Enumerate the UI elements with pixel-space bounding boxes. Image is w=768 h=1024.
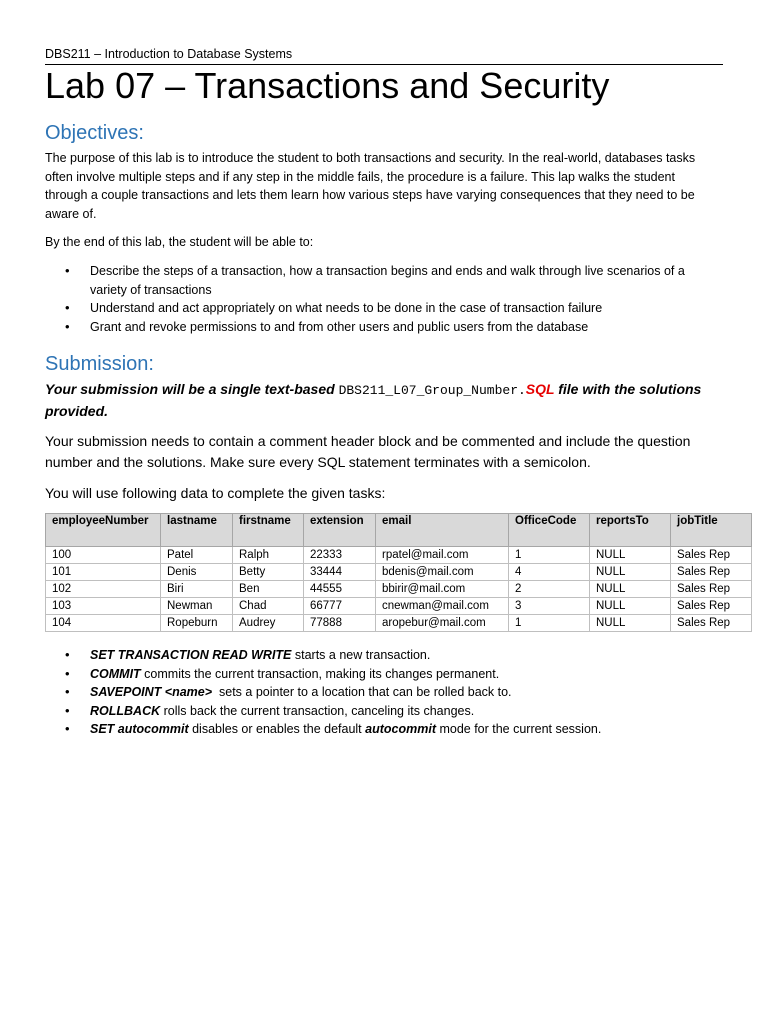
intro-line: often involve multiple steps and if any step in the middle fails, the procedure is a failure. This lap walks the student <box>45 169 675 184</box>
list-item-line: Grant and revoke permissions to and from other users and public users from the database <box>90 319 589 334</box>
command-description: disables or enables the default <box>188 722 366 736</box>
submission-prefix: Your submission will be a single text-based <box>45 381 339 397</box>
commands-list <box>45 646 723 739</box>
list-item-line: Describe the steps of a transaction, how a transaction begins and ends and walk through live scenarios of a <box>90 264 685 278</box>
bullet-icon: • <box>65 647 70 662</box>
table-cell: Sales Rep <box>671 547 752 564</box>
table-cell: Sales Rep <box>671 564 752 581</box>
submission-statement <box>45 379 723 422</box>
submission-instructions <box>45 431 723 473</box>
bullet-icon: • <box>65 263 70 278</box>
submission-heading: Submission: <box>45 353 154 375</box>
table-row <box>46 581 752 598</box>
list-item <box>45 262 723 299</box>
table-row <box>46 547 752 564</box>
submission-extension: SQL <box>525 381 555 397</box>
command-description: commits the current transaction, making its changes permanent. <box>140 666 500 681</box>
table-cell: Sales Rep <box>671 581 752 598</box>
table-cell: 104 <box>46 615 161 632</box>
table-cell: rpatel@mail.com <box>376 547 509 564</box>
table-cell: Ralph <box>233 547 304 564</box>
table-row <box>46 615 752 632</box>
table-cell: bdenis@mail.com <box>376 564 509 581</box>
submission-suffix: file with the solutions <box>554 381 702 397</box>
command-name: SET autocommit <box>90 722 189 736</box>
bullet-icon: • <box>65 300 70 315</box>
table-cell: Ben <box>233 581 304 598</box>
table-cell: Audrey <box>233 615 304 632</box>
table-cell: 77888 <box>304 615 376 632</box>
bullet-icon: • <box>65 665 70 681</box>
list-item <box>45 702 723 721</box>
table-cell: NULL <box>590 615 671 632</box>
column-header: email <box>376 514 509 547</box>
table-cell: Biri <box>161 581 233 598</box>
bullet-icon: • <box>65 684 70 699</box>
column-header: OfficeCode <box>509 514 590 547</box>
list-item <box>45 318 723 337</box>
command-name: SAVEPOINT <name> <box>90 685 213 699</box>
table-cell: 102 <box>46 581 161 598</box>
intro-line: The purpose of this lab is to introduce the student to both transactions and security. In the real-world, databases tasks <box>45 151 696 165</box>
table-cell: NULL <box>590 547 671 564</box>
table-cell: 4 <box>509 564 590 581</box>
table-cell: 66777 <box>304 598 376 615</box>
table-cell: NULL <box>590 598 671 615</box>
table-cell: 1 <box>509 547 590 564</box>
command-name: ROLLBACK <box>90 703 161 718</box>
command-name: COMMIT <box>90 666 141 681</box>
intro-line: through a couple transactions and lets them learn how various steps have varying consequences that they need to be <box>45 188 695 202</box>
column-header: reportsTo <box>590 514 671 547</box>
table-cell: 1 <box>509 615 590 632</box>
table-cell: Denis <box>161 564 233 581</box>
list-item-line: Understand and act appropriately on what needs to be done in the case of transaction failure <box>90 301 603 315</box>
column-header: extension <box>304 514 376 547</box>
column-header: employeeNumber <box>46 514 161 547</box>
submission-line-2: provided. <box>45 403 109 419</box>
command-name: SET TRANSACTION READ WRITE <box>90 648 292 662</box>
table-cell: 101 <box>46 564 161 581</box>
course-header: DBS211 – Introduction to Database Systems <box>45 47 293 61</box>
table-cell: Chad <box>233 598 304 615</box>
table-cell: 33444 <box>304 564 376 581</box>
list-item <box>45 646 723 665</box>
table-header-row <box>46 514 752 547</box>
table-cell: Newman <box>161 598 233 615</box>
column-header: firstname <box>233 514 304 547</box>
list-item <box>45 299 723 318</box>
list-item <box>45 683 723 702</box>
table-cell: 3 <box>509 598 590 615</box>
bullet-icon: • <box>65 318 70 334</box>
table-cell: 2 <box>509 581 590 598</box>
instruction-line: number and the solutions. Make sure every SQL statement terminates with a semicolon. <box>45 454 591 470</box>
table-cell: bbirir@mail.com <box>376 581 509 598</box>
list-item-line: variety of transactions <box>90 282 212 297</box>
bullet-icon: • <box>65 702 70 718</box>
autocommit-keyword: autocommit <box>365 722 436 736</box>
instruction-line: Your submission needs to contain a comment header block and be commented and include the question <box>45 433 691 449</box>
table-row <box>46 598 752 615</box>
list-item <box>45 665 723 684</box>
end-of-lab-intro: By the end of this lab, the student will be able to: <box>45 235 314 249</box>
intro-line: aware of. <box>45 206 97 221</box>
table-cell: Sales Rep <box>671 598 752 615</box>
employees-table <box>45 513 752 632</box>
command-description-end: mode for the current session. <box>435 722 602 736</box>
table-cell: Sales Rep <box>671 615 752 632</box>
column-header: jobTitle <box>671 514 752 547</box>
table-row <box>46 564 752 581</box>
page-title: Lab 07 – Transactions and Security <box>45 65 610 106</box>
table-cell: 22333 <box>304 547 376 564</box>
objectives-list <box>45 262 723 336</box>
table-cell: 100 <box>46 547 161 564</box>
table-cell: Patel <box>161 547 233 564</box>
objectives-intro <box>45 149 723 223</box>
table-cell: NULL <box>590 581 671 598</box>
table-cell: 44555 <box>304 581 376 598</box>
table-cell: aropebur@mail.com <box>376 615 509 632</box>
objectives-heading: Objectives: <box>45 122 144 144</box>
list-item <box>45 720 723 739</box>
command-description: starts a new transaction. <box>291 648 431 662</box>
table-cell: Betty <box>233 564 304 581</box>
table-cell: Ropeburn <box>161 615 233 632</box>
submission-line <box>45 379 723 401</box>
submission-filename: DBS211_L07_Group_Number. <box>338 383 526 398</box>
table-cell: cnewman@mail.com <box>376 598 509 615</box>
command-description: sets a pointer to a location that can be rolled back to. <box>212 685 512 699</box>
command-description: rolls back the current transaction, canceling its changes. <box>160 703 475 718</box>
table-cell: NULL <box>590 564 671 581</box>
bullet-icon: • <box>65 721 70 736</box>
table-cell: 103 <box>46 598 161 615</box>
data-intro: You will use following data to complete the given tasks: <box>45 485 386 501</box>
column-header: lastname <box>161 514 233 547</box>
